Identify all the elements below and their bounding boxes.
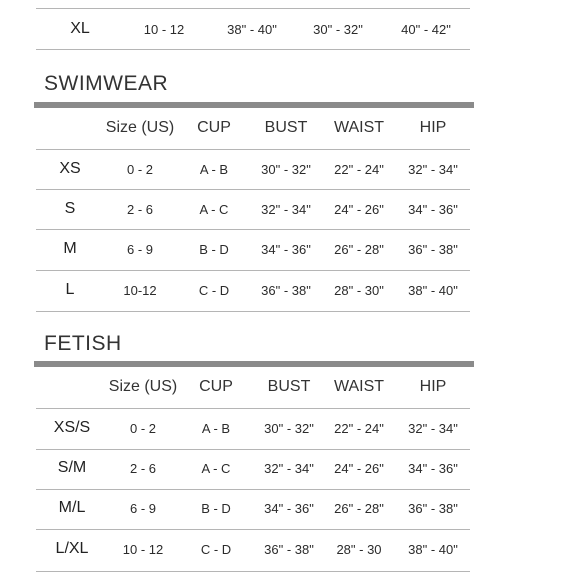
size-label: S — [64, 200, 76, 217]
divider — [36, 489, 470, 490]
bust-value: 36" - 38" — [261, 283, 311, 298]
hip-value: 34" - 36" — [408, 202, 458, 217]
size-label: L — [65, 281, 75, 298]
waist-value: 26" - 28" — [334, 242, 384, 257]
waist-value: 26" - 28" — [334, 501, 384, 516]
bust-value: 36" - 38" — [264, 542, 314, 557]
bust-value: 32" - 34" — [261, 202, 311, 217]
size-label: M — [63, 240, 77, 257]
waist-value: 28" - 30" — [334, 283, 384, 298]
col-header-waist: WAIST — [333, 119, 385, 136]
bust-value: 34" - 36" — [261, 242, 311, 257]
waist-value: 28" - 30 — [336, 542, 382, 557]
section-title-swimwear: SWIMWEAR — [44, 72, 169, 95]
divider — [36, 311, 470, 312]
hip-value: 38" - 40" — [408, 283, 458, 298]
cup-value: A - B — [201, 421, 231, 436]
divider — [36, 149, 470, 150]
hip-value: 40" - 42" — [401, 22, 451, 37]
size-us-value: 0 - 2 — [126, 162, 154, 177]
size-label: L/XL — [55, 540, 89, 557]
divider — [36, 189, 470, 190]
waist-value: 24" - 26" — [334, 202, 384, 217]
bust-value: 32" - 34" — [264, 461, 314, 476]
divider — [36, 449, 470, 450]
bust-value: 30" - 32" — [261, 162, 311, 177]
hip-value: 36" - 38" — [408, 242, 458, 257]
waist-value: 30" - 32" — [313, 22, 363, 37]
divider — [36, 571, 470, 572]
bust-value: 38" - 40" — [227, 22, 277, 37]
col-header-hip: HIP — [419, 119, 447, 136]
size-us-value: 10 - 12 — [122, 542, 164, 557]
divider — [36, 229, 470, 230]
cup-value: A - C — [199, 202, 229, 217]
col-header-hip: HIP — [419, 378, 447, 395]
divider — [36, 270, 470, 271]
hip-value: 32" - 34" — [408, 421, 458, 436]
divider — [36, 529, 470, 530]
cup-value: C - D — [198, 283, 230, 298]
size-us-value: 0 - 2 — [129, 421, 157, 436]
bust-value: 30" - 32" — [264, 421, 314, 436]
cup-value: C - D — [200, 542, 232, 557]
waist-value: 22" - 24" — [334, 421, 384, 436]
col-header-bust: BUST — [267, 378, 311, 395]
cup-value: B - D — [199, 242, 229, 257]
size-label: S/M — [57, 459, 87, 476]
col-header-waist: WAIST — [333, 378, 385, 395]
section-bar — [34, 102, 474, 108]
section-title-fetish: FETISH — [44, 332, 122, 355]
size-label: XS/S — [53, 419, 91, 436]
waist-value: 24" - 26" — [334, 461, 384, 476]
cup-value: B - D — [201, 501, 231, 516]
col-header-size-us: Size (US) — [108, 378, 178, 395]
col-header-cup: CUP — [197, 119, 231, 136]
hip-value: 36" - 38" — [408, 501, 458, 516]
col-header-bust: BUST — [264, 119, 308, 136]
size-us-value: 10 - 12 — [143, 22, 185, 37]
divider — [36, 8, 470, 9]
cup-value: A - B — [199, 162, 229, 177]
size-us-value: 2 - 6 — [129, 461, 157, 476]
cup-value: A - C — [201, 461, 231, 476]
size-us-value: 6 - 9 — [126, 242, 154, 257]
size-us-value: 2 - 6 — [126, 202, 154, 217]
section-bar — [34, 361, 474, 367]
col-header-size-us: Size (US) — [105, 119, 175, 136]
waist-value: 22" - 24" — [334, 162, 384, 177]
col-header-cup: CUP — [199, 378, 233, 395]
hip-value: 34" - 36" — [408, 461, 458, 476]
hip-value: 32" - 34" — [408, 162, 458, 177]
divider — [36, 408, 470, 409]
size-label: XL — [70, 20, 90, 37]
hip-value: 38" - 40" — [408, 542, 458, 557]
size-label: XS — [59, 160, 81, 177]
size-us-value: 10-12 — [123, 283, 157, 298]
divider — [36, 49, 470, 50]
size-label: M/L — [58, 499, 86, 516]
size-us-value: 6 - 9 — [129, 501, 157, 516]
bust-value: 34" - 36" — [264, 501, 314, 516]
